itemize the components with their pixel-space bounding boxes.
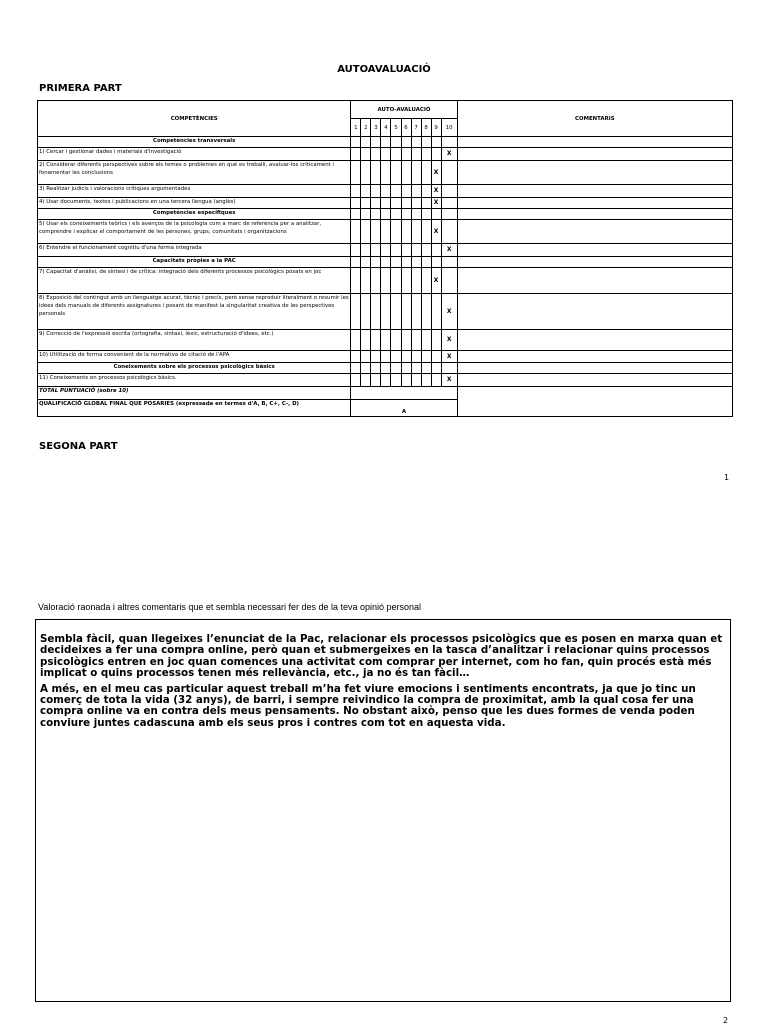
score-cell xyxy=(371,268,381,294)
score-cell xyxy=(351,220,361,244)
score-mark: X xyxy=(441,294,457,330)
score-cell xyxy=(361,294,371,330)
score-cell xyxy=(371,198,381,209)
score-cell xyxy=(361,161,371,185)
score-cell xyxy=(421,330,431,351)
score-cell xyxy=(401,257,411,268)
score-cell xyxy=(361,244,371,257)
score-cell xyxy=(441,209,457,220)
category-row xyxy=(38,257,733,268)
score-cell xyxy=(401,148,411,161)
scale-cell: 3 xyxy=(371,119,381,137)
score-cell xyxy=(401,294,411,330)
score-cell xyxy=(411,294,421,330)
category-row xyxy=(38,363,733,374)
score-cell xyxy=(381,257,391,268)
score-cell xyxy=(391,351,401,363)
category-label: Competències transversals xyxy=(38,137,351,148)
comment-cell xyxy=(457,351,732,363)
score-cell xyxy=(411,257,421,268)
score-cell xyxy=(411,244,421,257)
score-cell xyxy=(381,244,391,257)
score-cell xyxy=(401,351,411,363)
competency-label: 5) Usar els coneixements teòrics i els avenços de la psicologia com a marc de referència per a analitzar, comprendre i explicar el comportament de les persones, grups, comunitats i organitzacions xyxy=(38,220,351,244)
competency-label: 4) Usar documents, textos i publicacions en una tercera llengua (anglès) xyxy=(38,198,351,209)
score-cell xyxy=(381,137,391,148)
score-cell xyxy=(371,330,381,351)
competency-row xyxy=(38,268,733,294)
score-cell xyxy=(421,294,431,330)
score-cell xyxy=(351,294,361,330)
score-mark: X xyxy=(441,244,457,257)
comment-cell xyxy=(457,148,732,161)
score-cell xyxy=(351,161,361,185)
score-cell xyxy=(351,268,361,294)
competency-label: 9) Correcció de l'expressió escrita (ortografia, sintaxi, lèxic, estructuració d'idees, etc.) xyxy=(38,330,351,351)
score-cell xyxy=(351,137,361,148)
score-cell xyxy=(361,198,371,209)
scale-cell: 6 xyxy=(401,119,411,137)
score-cell xyxy=(411,161,421,185)
score-mark: X xyxy=(441,374,457,387)
score-cell xyxy=(401,185,411,198)
score-cell xyxy=(361,257,371,268)
scale-cell: 8 xyxy=(421,119,431,137)
score-cell xyxy=(361,330,371,351)
score-cell xyxy=(411,351,421,363)
score-cell xyxy=(391,161,401,185)
score-cell xyxy=(371,220,381,244)
comment-cell xyxy=(457,330,732,351)
score-cell xyxy=(431,374,441,387)
scale-cell: 1 xyxy=(351,119,361,137)
competency-row xyxy=(38,185,733,198)
score-cell xyxy=(381,220,391,244)
score-cell xyxy=(351,148,361,161)
comment-cell xyxy=(457,363,732,374)
score-cell xyxy=(411,374,421,387)
scale-cell: 10 xyxy=(441,119,457,137)
score-mark: X xyxy=(441,148,457,161)
score-cell xyxy=(371,137,381,148)
comment-cell xyxy=(457,294,732,330)
score-cell xyxy=(411,209,421,220)
score-cell xyxy=(421,244,431,257)
score-cell xyxy=(421,363,431,374)
score-cell xyxy=(371,148,381,161)
score-cell xyxy=(371,351,381,363)
score-cell xyxy=(431,257,441,268)
score-cell xyxy=(351,209,361,220)
essay-paragraph-2: A més, en el meu cas particular aquest treball m’ha fet viure emocions i sentiments encontrats, ja que jo tinc un comerç de tota la vida (32 anys), de barri, i sempre reivindico la compra de proximitat, amb la qual cosa fer una compra online va en contra dels meus pensaments. No obstant això, penso que les dues formes de venda poden conviure juntes cadascuna amb els seus pros i contres com tot en aquesta vida. xyxy=(40,682,696,729)
score-cell xyxy=(371,294,381,330)
score-cell xyxy=(411,268,421,294)
score-cell xyxy=(371,257,381,268)
score-cell xyxy=(381,363,391,374)
score-cell xyxy=(381,198,391,209)
competency-row xyxy=(38,374,733,387)
score-cell xyxy=(431,209,441,220)
score-cell xyxy=(391,268,401,294)
score-cell xyxy=(361,209,371,220)
score-mark: X xyxy=(441,330,457,351)
scale-cell: 4 xyxy=(381,119,391,137)
comment-cell xyxy=(457,137,732,148)
score-cell xyxy=(401,363,411,374)
page-number: 1 xyxy=(724,473,730,482)
competency-row xyxy=(38,351,733,363)
score-cell xyxy=(361,363,371,374)
scale-cell: 9 xyxy=(431,119,441,137)
score-cell xyxy=(421,374,431,387)
score-cell xyxy=(401,209,411,220)
score-cell xyxy=(381,148,391,161)
score-cell xyxy=(381,268,391,294)
document-title: AUTOAVALUACIÓ xyxy=(337,64,431,75)
score-cell xyxy=(431,244,441,257)
score-cell xyxy=(411,198,421,209)
score-cell xyxy=(391,198,401,209)
category-label: Capacitats pròpies a la PAC xyxy=(38,257,351,268)
score-cell xyxy=(391,220,401,244)
total-label: TOTAL PUNTUACIÓ (sobre 10) xyxy=(38,387,351,400)
scale-cell: 5 xyxy=(391,119,401,137)
score-cell xyxy=(351,351,361,363)
score-cell xyxy=(361,185,371,198)
comentaris-header: COMENTARIS xyxy=(457,101,732,137)
score-cell xyxy=(431,351,441,363)
score-cell xyxy=(391,363,401,374)
score-cell xyxy=(431,148,441,161)
score-cell xyxy=(371,244,381,257)
score-cell xyxy=(421,137,431,148)
score-cell xyxy=(371,161,381,185)
comment-cell xyxy=(457,209,732,220)
score-cell xyxy=(441,198,457,209)
score-cell xyxy=(381,351,391,363)
score-cell xyxy=(421,351,431,363)
score-mark: X xyxy=(431,185,441,198)
score-cell xyxy=(351,257,361,268)
score-cell xyxy=(441,185,457,198)
score-cell xyxy=(411,185,421,198)
autoavaluacio-header: AUTO-AVALUACIÓ xyxy=(351,101,457,119)
score-cell xyxy=(401,268,411,294)
competency-row xyxy=(38,330,733,351)
score-cell xyxy=(351,198,361,209)
score-cell xyxy=(381,161,391,185)
score-cell xyxy=(401,161,411,185)
score-cell xyxy=(441,137,457,148)
score-cell xyxy=(411,330,421,351)
competency-label: 11) Coneixements en processos psicològics bàsics. xyxy=(38,374,351,387)
score-cell xyxy=(421,209,431,220)
score-cell xyxy=(391,185,401,198)
competency-row xyxy=(38,148,733,161)
score-cell xyxy=(421,268,431,294)
scale-cell: 7 xyxy=(411,119,421,137)
score-cell xyxy=(431,137,441,148)
score-cell xyxy=(421,257,431,268)
scale-cell: 2 xyxy=(361,119,371,137)
score-cell xyxy=(421,198,431,209)
score-mark: X xyxy=(431,268,441,294)
self-evaluation-table xyxy=(37,100,733,417)
score-cell xyxy=(371,363,381,374)
score-cell xyxy=(441,268,457,294)
score-cell xyxy=(411,137,421,148)
score-cell xyxy=(421,220,431,244)
category-row xyxy=(38,137,733,148)
score-cell xyxy=(411,148,421,161)
score-cell xyxy=(361,148,371,161)
score-cell xyxy=(351,363,361,374)
score-cell xyxy=(351,244,361,257)
score-cell xyxy=(441,257,457,268)
score-cell xyxy=(351,185,361,198)
score-cell xyxy=(391,294,401,330)
score-cell xyxy=(361,351,371,363)
competency-row xyxy=(38,220,733,244)
competency-row xyxy=(38,161,733,185)
competencies-header: COMPETÈNCIES xyxy=(38,101,351,137)
score-cell xyxy=(431,294,441,330)
competency-label: 1) Cercar i gestionar dades i materials d'investigació xyxy=(38,148,351,161)
essay-paragraph-1: Sembla fàcil, quan llegeixes l’enunciat de la Pac, relacionar els processos psicològics que es posen en marxa quan et decideixes a fer una compra online, però quan et submergeixes en la tasca d’analitzar i relacionar quins processos psicològics entren en joc quan comences una activitat com comprar per internet, com ho fan, quin procés està més implicat o quins processos tenen més rellevància, etc., ja no és tan fàcil… xyxy=(40,633,723,680)
score-cell xyxy=(401,244,411,257)
score-cell xyxy=(431,330,441,351)
score-cell xyxy=(401,330,411,351)
comment-cell xyxy=(457,268,732,294)
score-cell xyxy=(361,374,371,387)
score-cell xyxy=(381,294,391,330)
score-cell xyxy=(411,220,421,244)
score-cell xyxy=(361,220,371,244)
score-cell xyxy=(391,374,401,387)
competency-label: 7) Capacitat d'anàlisi, de síntesi i de crítica: integració dels diferents processos psicològics posats en joc xyxy=(38,268,351,294)
score-cell xyxy=(401,137,411,148)
score-cell xyxy=(361,137,371,148)
score-cell xyxy=(351,330,361,351)
comment-cell xyxy=(457,198,732,209)
score-cell xyxy=(391,257,401,268)
essay-box xyxy=(35,619,731,1002)
competency-label: 6) Entendre el funcionament cognitiu d'una forma integrada xyxy=(38,244,351,257)
competency-label: 3) Realitzar judicis i valoracions crítiques argumentades xyxy=(38,185,351,198)
score-mark: X xyxy=(431,220,441,244)
global-grade: A xyxy=(351,400,457,417)
competency-row xyxy=(38,244,733,257)
score-cell xyxy=(391,330,401,351)
score-cell xyxy=(401,374,411,387)
score-cell xyxy=(421,148,431,161)
competency-label: 10) Utilització de forma convenient de la normativa de citació de l'APA xyxy=(38,351,351,363)
score-mark: X xyxy=(431,161,441,185)
competency-label: 2) Considerar diferents perspectives sobre els temes o problemes en què es treballi, avaluar-los críticament i fonamentar les conclusions xyxy=(38,161,351,185)
score-cell xyxy=(441,161,457,185)
valoracio-label: Valoració raonada i altres comentaris que et sembla necessari fer des de la teva opinió personal xyxy=(38,602,422,612)
score-cell xyxy=(421,185,431,198)
score-cell xyxy=(381,330,391,351)
category-label: Coneixements sobre els processos psicològics bàsics xyxy=(38,363,351,374)
score-cell xyxy=(381,209,391,220)
category-row xyxy=(38,209,733,220)
comment-cell xyxy=(457,244,732,257)
comment-cell xyxy=(457,374,732,387)
comment-cell xyxy=(457,257,732,268)
score-cell xyxy=(361,268,371,294)
total-comment xyxy=(457,387,732,417)
score-cell xyxy=(381,374,391,387)
comment-cell xyxy=(457,185,732,198)
score-cell xyxy=(421,161,431,185)
score-cell xyxy=(441,363,457,374)
category-label: Competències específiques xyxy=(38,209,351,220)
score-cell xyxy=(351,374,361,387)
comment-cell xyxy=(457,220,732,244)
total-value xyxy=(351,387,457,400)
score-cell xyxy=(391,209,401,220)
score-cell xyxy=(391,244,401,257)
score-cell xyxy=(371,209,381,220)
global-label: QUALIFICACIÓ GLOBAL FINAL QUE POSARIES (expressada en termes d'A, B, C+, C-, D) xyxy=(38,400,351,417)
score-cell xyxy=(371,185,381,198)
score-cell xyxy=(401,220,411,244)
score-cell xyxy=(431,363,441,374)
part2-heading: SEGONA PART xyxy=(39,441,118,452)
score-cell xyxy=(401,198,411,209)
competency-row xyxy=(38,294,733,330)
score-cell xyxy=(371,374,381,387)
score-mark: X xyxy=(431,198,441,209)
competency-row xyxy=(38,198,733,209)
page-number: 2 xyxy=(723,1016,729,1025)
part1-heading: PRIMERA PART xyxy=(39,83,122,94)
score-cell xyxy=(411,363,421,374)
score-cell xyxy=(381,185,391,198)
competency-label: 8) Exposició del contingut amb un llenguatge acurat, tècnic i precís, però sense reproduir literalment o resumir les idees dels manuals de diferents assignatures i posant de manifest la singularitat creativa de les perspectives personals xyxy=(38,294,351,330)
score-cell xyxy=(391,137,401,148)
score-cell xyxy=(391,148,401,161)
total-row xyxy=(38,387,733,400)
score-cell xyxy=(441,220,457,244)
score-mark: X xyxy=(441,351,457,363)
comment-cell xyxy=(457,161,732,185)
